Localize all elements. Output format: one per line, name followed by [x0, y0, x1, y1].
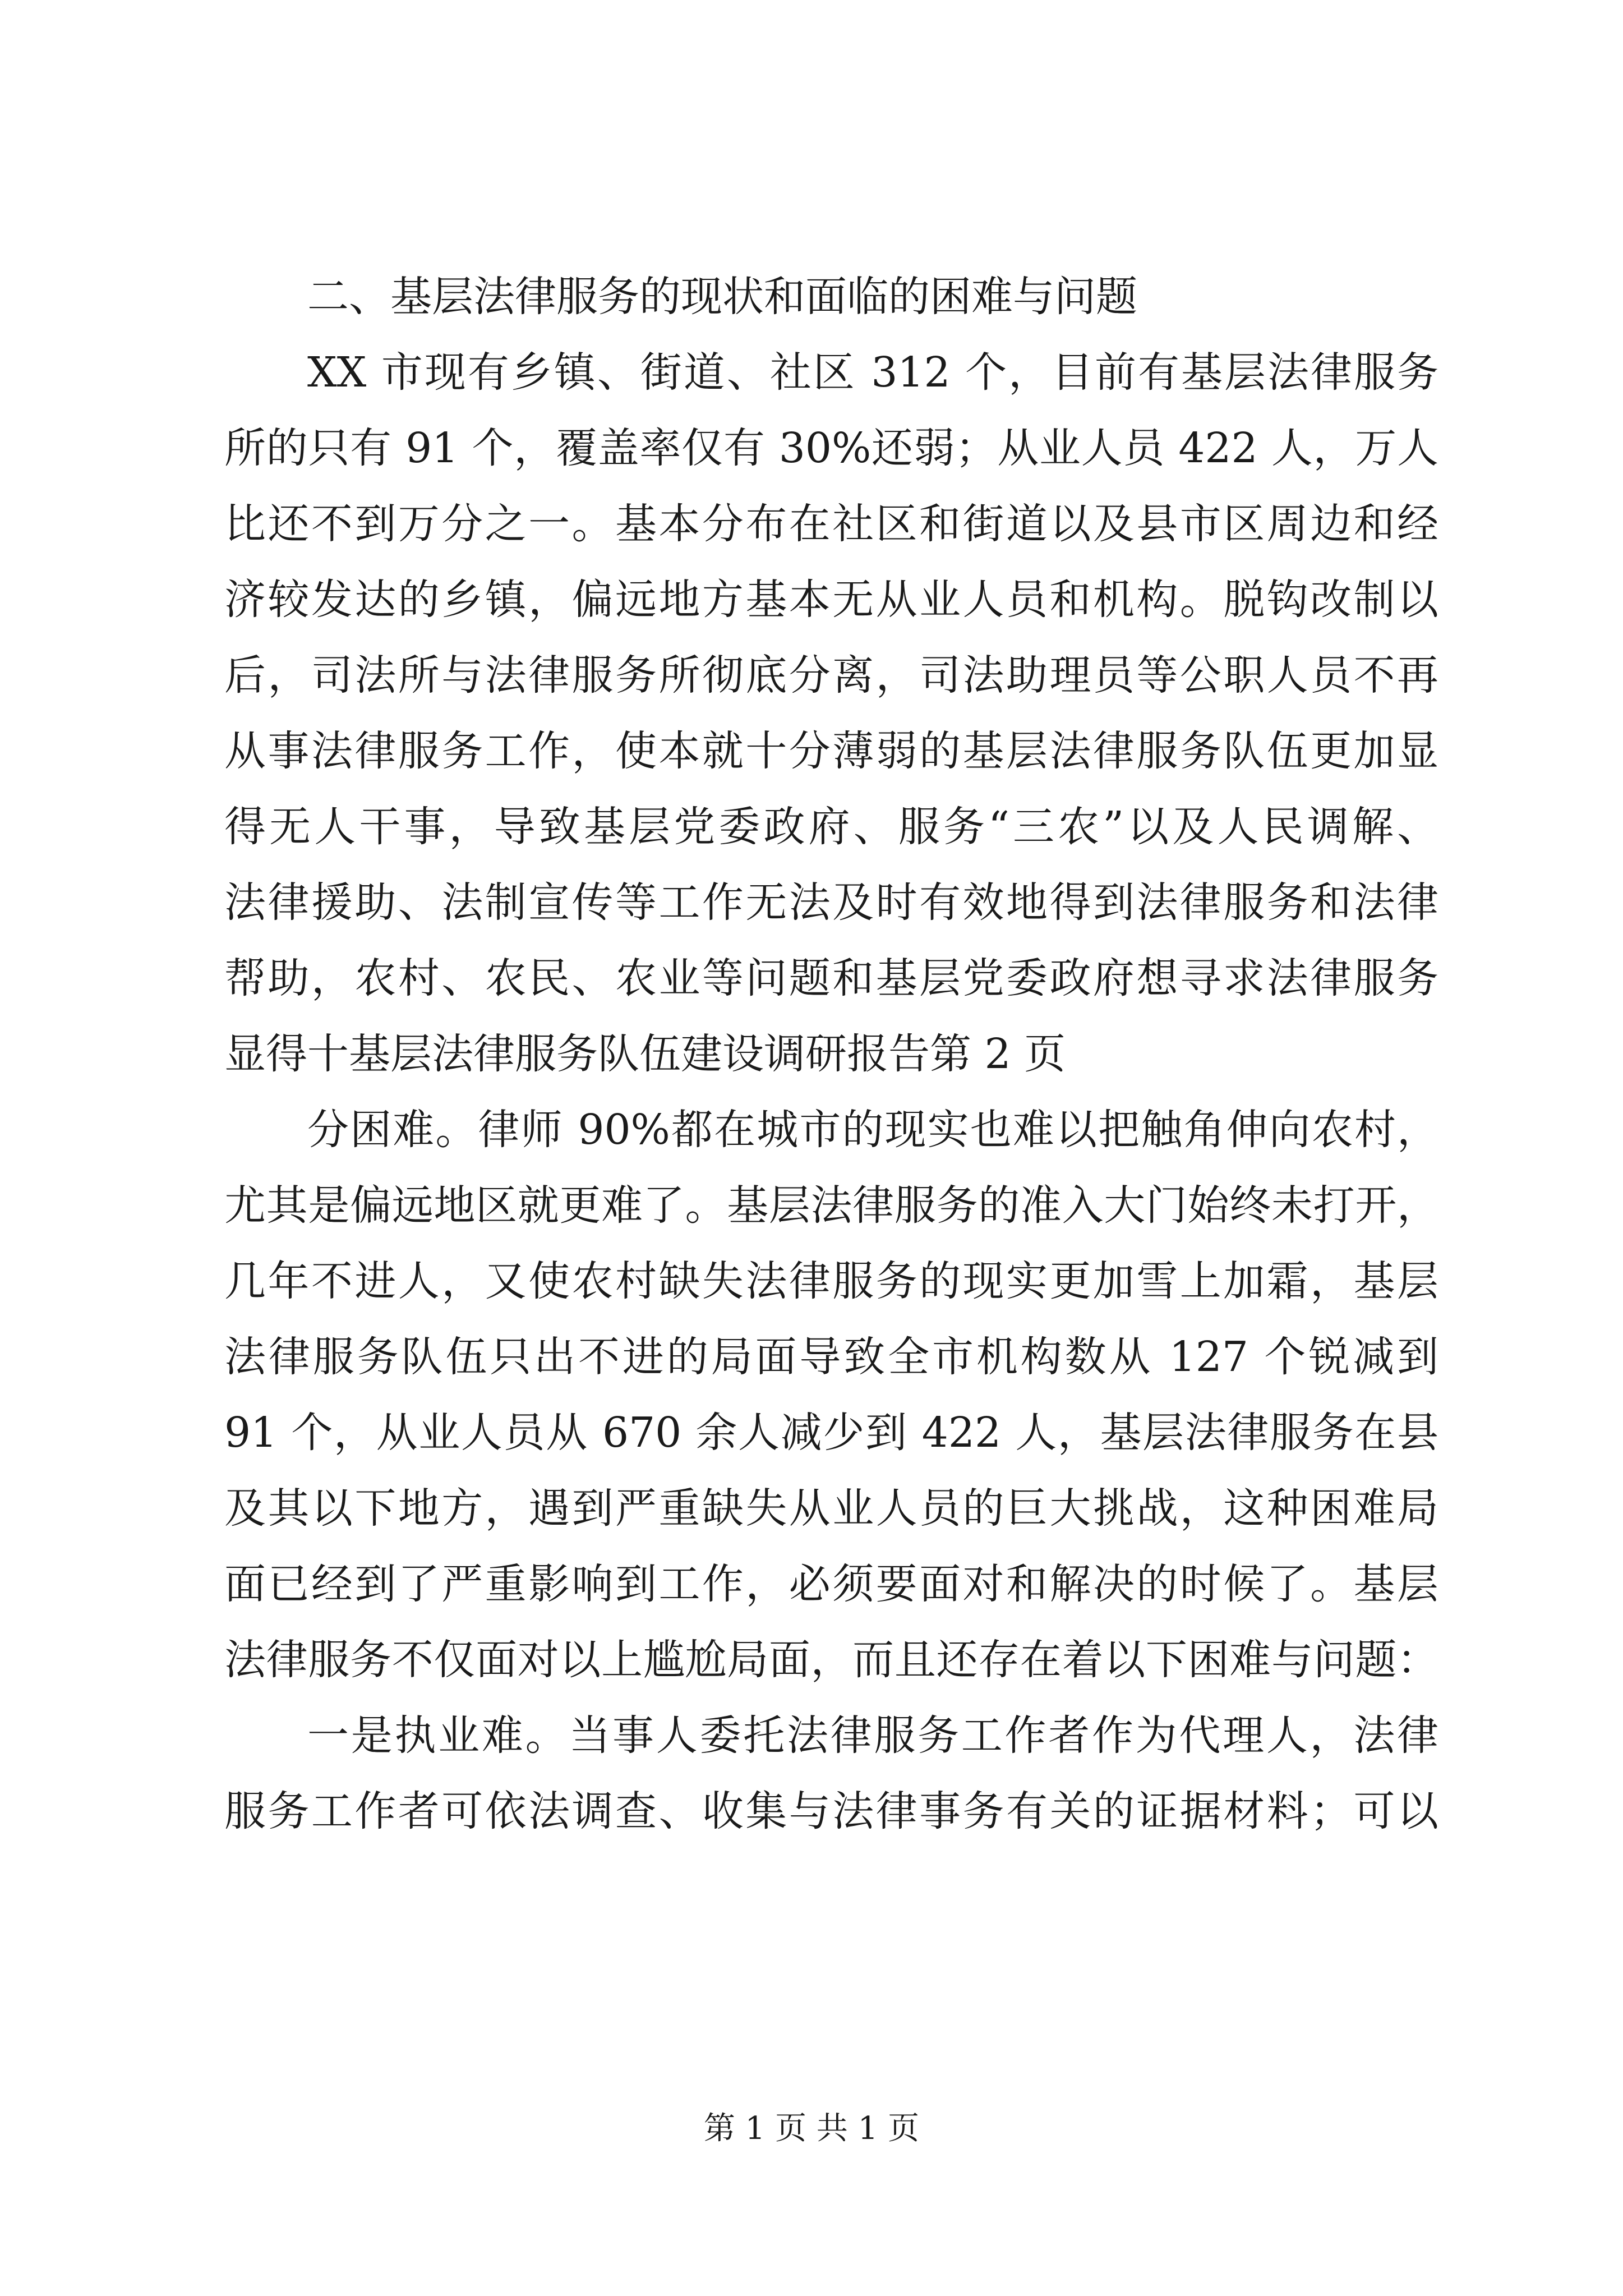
- text-line: 尤其是偏远地区就更难了。基层法律服务的准入大门始终未打开，: [224, 1181, 1438, 1230]
- text-line: 一是执业难。当事人委托法律服务工作者作为代理人，法律: [307, 1711, 1438, 1760]
- text-line: 后，司法所与法律服务所彻底分离，司法助理员等公职人员不再: [224, 651, 1438, 700]
- text-line: 法律服务队伍只出不进的局面导致全市机构数从 127 个锐减到: [224, 1333, 1438, 1381]
- text-line: 从事法律服务工作，使本就十分薄弱的基层法律服务队伍更加显: [224, 727, 1438, 775]
- text-line: 显得十基层法律服务队伍建设调研报告第 2 页: [224, 1030, 1066, 1078]
- text-line: XX 市现有乡镇、街道、社区 312 个，目前有基层法律服务: [307, 348, 1438, 397]
- text-line: 比还不到万分之一。基本分布在社区和街道以及县市区周边和经: [224, 500, 1438, 548]
- text-line: 二、基层法律服务的现状和面临的困难与问题: [307, 273, 1137, 321]
- text-line: 帮助，农村、农民、农业等问题和基层党委政府想寻求法律服务: [224, 954, 1438, 1002]
- text-line: 服务工作者可依法调查、收集与法律事务有关的证据材料；可以: [224, 1787, 1438, 1835]
- body-text: [224, 259, 1438, 1849]
- text-line: 济较发达的乡镇，偏远地方基本无从业人员和机构。脱钩改制以: [224, 576, 1438, 624]
- text-line: 法律援助、法制宣传等工作无法及时有效地得到法律服务和法律: [224, 878, 1438, 927]
- text-line: 面已经到了严重影响到工作，必须要面对和解决的时候了。基层: [224, 1560, 1438, 1608]
- text-line: 91 个，从业人员从 670 余人减少到 422 人，基层法律服务在县: [224, 1409, 1438, 1457]
- text-line: 所的只有 91 个，覆盖率仅有 30%还弱；从业人员 422 人，万人: [224, 424, 1438, 472]
- text-line: 得无人干事，导致基层党委政府、服务“三农”以及人民调解、: [224, 803, 1438, 851]
- text-line: 及其以下地方，遇到严重缺失从业人员的巨大挑战，这种困难局: [224, 1484, 1438, 1533]
- text-line: 几年不进人，又使农村缺失法律服务的现实更加雪上加霜，基层: [224, 1257, 1438, 1305]
- text-line: 法律服务不仅面对以上尴尬局面，而且还存在着以下困难与问题：: [224, 1636, 1438, 1684]
- page-footer: 第 1 页 共 1 页: [703, 2110, 920, 2147]
- text-line: 分困难。律师 90%都在城市的现实也难以把触角伸向农村，: [307, 1106, 1438, 1154]
